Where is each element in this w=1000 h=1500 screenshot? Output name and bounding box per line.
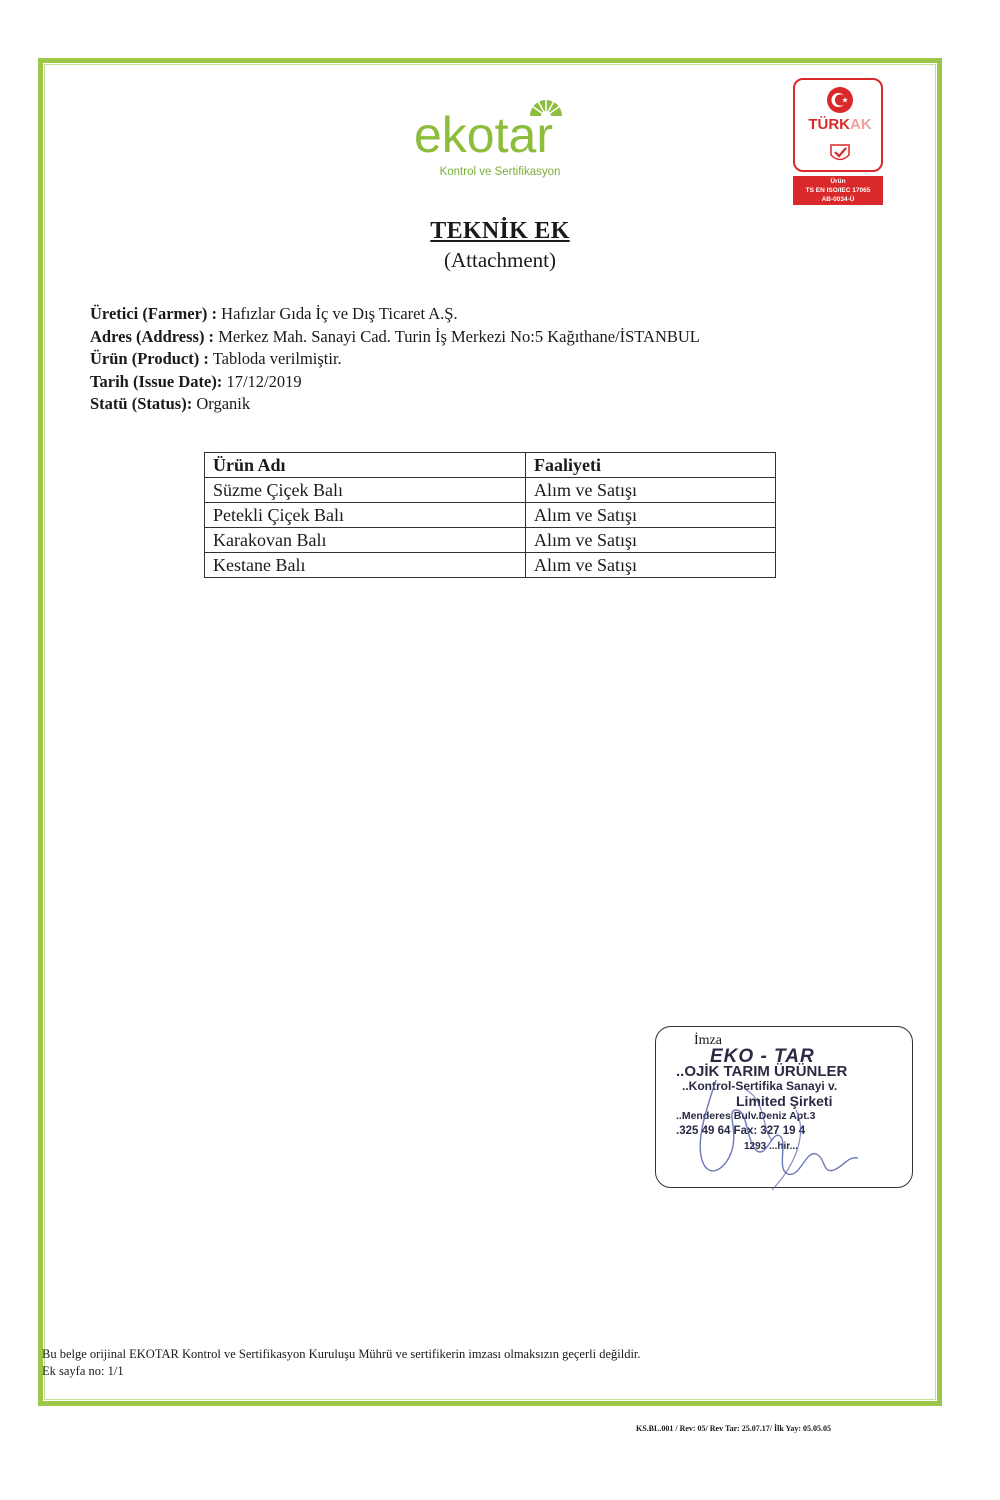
info-label: Üretici (Farmer) : [90,304,218,323]
info-value: Hafızlar Gıda İç ve Dış Ticaret A.Ş. [221,304,458,323]
info-row-address [90,326,700,349]
activity-cell: Alım ve Satışı [526,478,776,503]
info-value: Organik [196,394,251,413]
badge-name [795,116,885,133]
document-subtitle: (Attachment) [444,248,556,272]
badge-line: TS EN ISO/IEC 17065 [805,187,871,194]
info-row-product [90,348,700,371]
stamp-line: Limited Şirketi [736,1093,833,1109]
table-row [205,553,776,578]
logo-tagline: Kontrol ve Sertifikasyon [439,166,561,178]
product-name-cell: Karakovan Balı [205,528,526,553]
info-value: Tabloda verilmiştir. [212,349,342,368]
info-row-status [90,393,700,416]
badge-line: Ürün [830,178,846,185]
stamp-line: ..Kontrol-Sertifika Sanayi v. [682,1079,838,1093]
activity-cell: Alım ve Satışı [526,528,776,553]
product-name-cell: Süzme Çiçek Balı [205,478,526,503]
column-header-activity: Faaliyeti [526,453,776,478]
document-title: TEKNİK EK [430,218,570,244]
badge-line: AB-0034-Ü [821,196,855,203]
product-name-cell: Petekli Çiçek Balı [205,503,526,528]
stamp-line: .325 49 64 Fax: 327 19 4 [676,1125,806,1137]
info-label: Tarih (Issue Date): [90,371,223,391]
signature-label: İmza [694,1033,722,1048]
turkak-accreditation-badge [793,78,883,218]
info-label: Ürün (Product) : [90,349,209,368]
badge-name-main: TÜRK [808,116,850,133]
info-value: 17/12/2019 [226,371,302,391]
logo-wordmark: ekotar [414,107,553,163]
activity-cell: Alım ve Satışı [526,503,776,528]
table-header-row [205,453,776,478]
info-row-farmer [90,303,700,326]
info-label: Statü (Status): [90,394,193,413]
info-label: Adres (Address) : [90,326,215,346]
product-table [204,452,776,578]
stamp-line: ..Menderes Bulv.Deniz Apt.3 [676,1110,816,1122]
badge-name-suffix: AK [850,116,872,133]
table-row [205,503,776,528]
table-row [205,528,776,553]
footer-note [42,1346,641,1380]
checkmark-icon [828,142,852,164]
stamp-line: 1293 ...hir... [744,1141,798,1152]
badge-frame [793,78,883,172]
revision-line: KS.BL.001 / Rev: 05/ Rev Tar: 25.07.17/ İlk Yay: 05.05.05 [636,1424,832,1433]
table-row [205,478,776,503]
info-value: Merkez Mah. Sanayi Cad. Turin İş Merkezi No:5 Kağıthane/İSTANBUL [218,326,700,346]
stamp-line: EKO - TAR [710,1046,815,1067]
handwritten-signature-icon [676,1070,876,1194]
ekotar-logo [410,92,590,182]
stamp-line: ..OJİK TARIM ÜRÜNLER [676,1063,848,1080]
activity-cell: Alım ve Satışı [526,553,776,578]
badge-strip [793,176,883,205]
info-block [90,303,700,416]
info-row-issue-date [90,371,700,394]
validity-note: Bu belge orijinal EKOTAR Kontrol ve Sertifikasyon Kuruluşu Mührü ve sertifikerin imzası olmaksızın geçerli değildir. [42,1347,641,1361]
column-header-product: Ürün Adı [205,453,526,478]
product-name-cell: Kestane Balı [205,553,526,578]
crescent-star-icon [826,86,854,114]
page-number: Ek sayfa no: 1/1 [42,1364,124,1378]
